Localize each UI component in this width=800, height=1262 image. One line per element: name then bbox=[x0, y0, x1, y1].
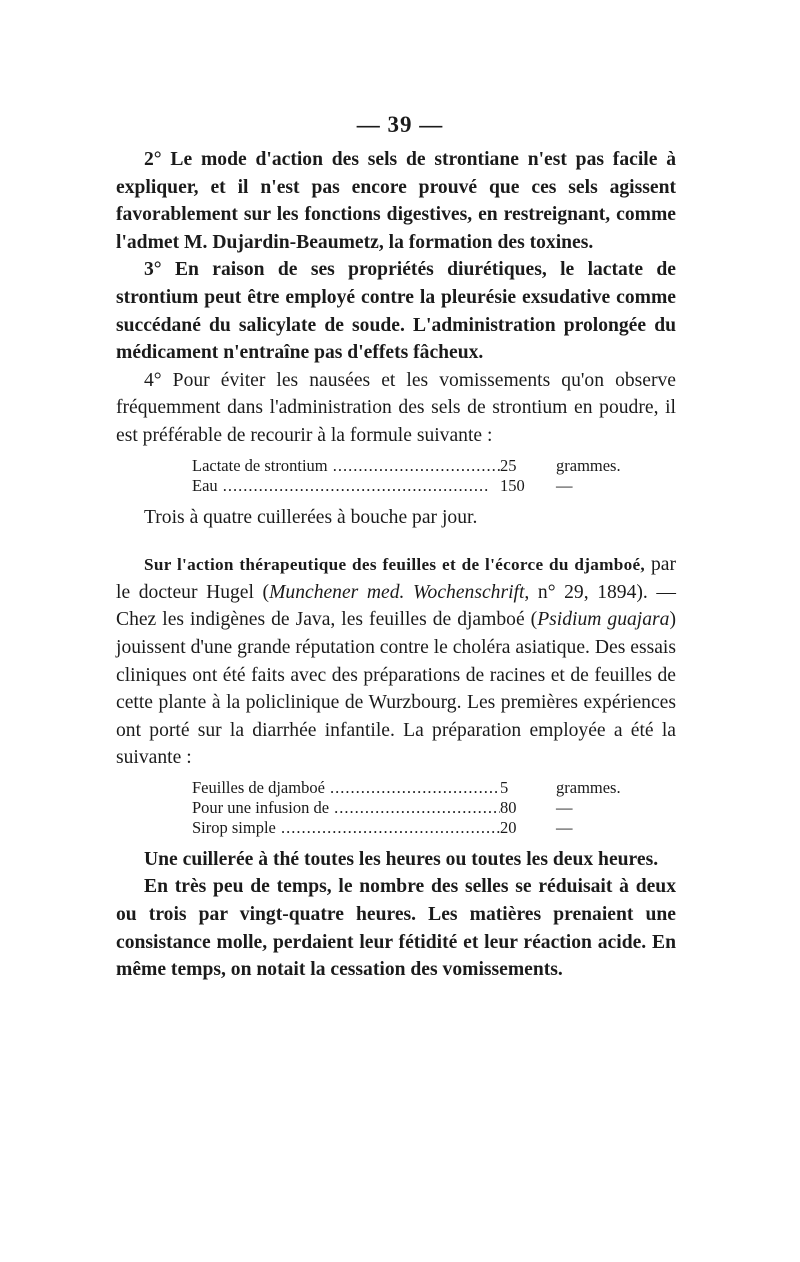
recipe-row bbox=[192, 476, 676, 496]
ingredient-quantity: 5 bbox=[500, 777, 509, 797]
paragraph-results: En très peu de temps, le nombre des selles se réduisait à deux ou trois par vingt-quatre heures. Les matières prenaient une consistance molle, perdaient leur fétidité et leur réaction acide. En même temps, on notait la cessation des vomissements. bbox=[116, 876, 676, 981]
section-heading: Sur l'action thérapeutique des feuilles et de l'écorce du djamboé, bbox=[144, 555, 646, 575]
ingredient-name: Feuilles de djamboé ..... bbox=[192, 778, 500, 798]
ingredient-unit: grammes. bbox=[556, 777, 621, 797]
journal-title: Munchener med. Wochenschrift bbox=[269, 581, 525, 603]
section-djamboe: Sur l'action thérapeutique des feuilles et de l'écorce du djamboé, par le docteur Hugel (Munchener med. Wochenschrift, n° 29, 1894). — Chez les indigènes de Java, les feuilles de djamboé (Psidium guajara) jouissent d'une grande réputation contre le choléra asiatique. Des essais cliniques ont été faits avec des préparations de racines et de feuilles de cette plante à la policlinique de Wurzbourg. Les premières expériences ont porté sur la diarrhée infantile. La préparation employée a été la suivante : bbox=[116, 554, 676, 769]
ingredient-name: Eau ..... bbox=[192, 476, 500, 496]
text-body bbox=[116, 146, 676, 984]
ingredient-name: Sirop simple ..... bbox=[192, 818, 500, 838]
ingredient-unit: grammes. bbox=[556, 455, 621, 475]
dosage-instruction: Trois à quatre cuillerées à bouche par jour. bbox=[144, 506, 478, 528]
recipe-lactate bbox=[192, 456, 676, 496]
ingredient-quantity: 150 bbox=[500, 475, 525, 495]
ingredient-unit: — bbox=[556, 817, 573, 837]
recipe-djamboe bbox=[192, 778, 676, 838]
ingredient-quantity: 25 bbox=[500, 455, 517, 475]
journal-reference: , n° 29, 1894). — Chez les indigènes de Java, les feuilles de djamboé ( bbox=[116, 581, 676, 631]
recipe-row bbox=[192, 778, 676, 798]
page-number: — 39 — bbox=[356, 112, 444, 137]
recipe-row bbox=[192, 798, 676, 818]
paragraph-3: 3° En raison de ses propriétés diurétiques, le lactate de strontium peut être employé contre la pleurésie exsudative comme succédané du salicylate de soude. L'administration prolongée du médicament n'entraîne pas d'effets fâcheux. bbox=[116, 259, 676, 364]
section-body: ) jouissent d'une grande réputation contre le choléra asiatique. Des essais cliniques ont été faits avec des préparations de racines et de feuilles de cette plante à la policlinique de Wurzbourg. Les premières expériences ont porté sur la diarrhée infantile. La préparation employée a été la suivante : bbox=[116, 609, 676, 769]
ingredient-name: Pour une infusion de ..... bbox=[192, 798, 500, 818]
ingredient-quantity: 20 bbox=[500, 817, 517, 837]
recipe-row bbox=[192, 818, 676, 838]
byline: par le docteur Hugel bbox=[116, 554, 676, 603]
section-spacer bbox=[116, 531, 676, 551]
ingredient-unit: — bbox=[556, 797, 573, 817]
ingredient-quantity: 80 bbox=[500, 797, 517, 817]
paragraph-2: 2° Le mode d'action des sels de strontiane n'est pas facile à expliquer, et il n'est pas encore prouvé que ces sels agissent favorablement sur les fonctions digestives, en restreignant, comme l'admet M. Dujardin-Beaumetz, la formation des toxines. bbox=[116, 149, 676, 253]
recipe-row bbox=[192, 456, 676, 476]
species-name: Psidium guajara bbox=[537, 609, 670, 631]
ingredient-name: Lactate de strontium ..... bbox=[192, 456, 500, 476]
paragraph-4: 4° Pour éviter les nausées et les vomissements qu'on observe fréquemment dans l'administration des sels de strontium en poudre, il est préférable de recourir à la formule suivante : bbox=[116, 369, 676, 446]
ingredient-unit: — bbox=[556, 475, 573, 495]
paragraph-dosage: Une cuillerée à thé toutes les heures ou toutes les deux heures. bbox=[144, 848, 659, 870]
